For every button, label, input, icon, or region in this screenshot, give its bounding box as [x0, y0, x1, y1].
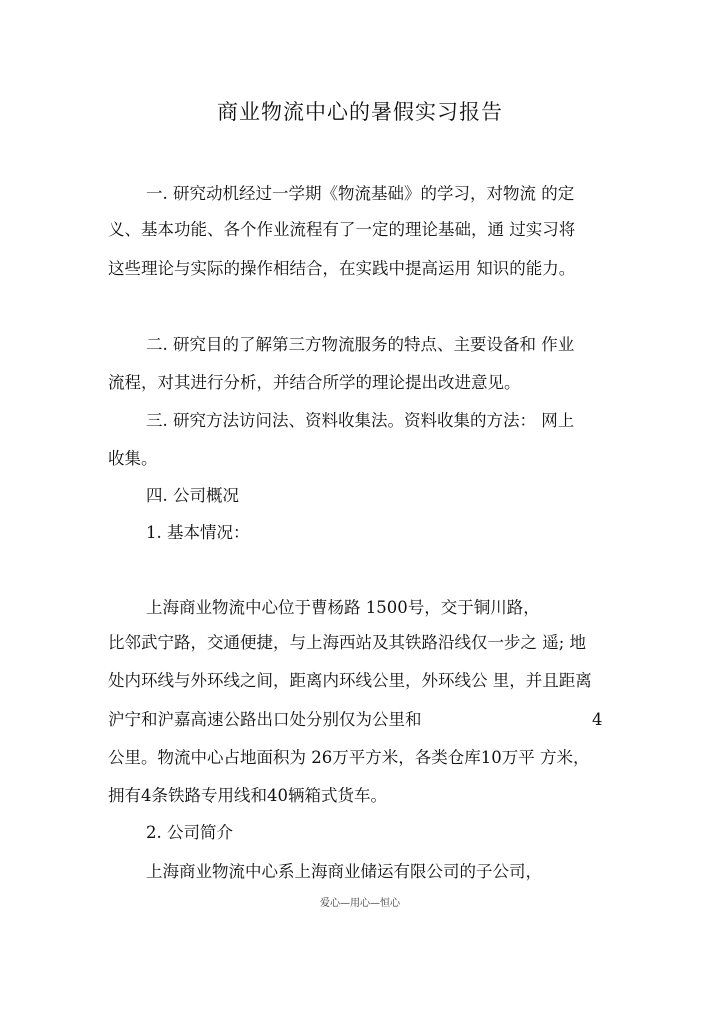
paragraph-line-3: 这些理论与实际的操作相结合，在实践中提高运用 知识的能力。 [108, 259, 576, 278]
paragraph-line-9: 比邻武宁路，交通便捷，与上海西站及其铁路沿线仅一步之 遥; 地 [108, 633, 587, 652]
page-footer: 爱心—用心—恒心 [320, 898, 400, 909]
section-heading-company: 四. 公司概况 [146, 486, 239, 505]
paragraph-line-7: 收集。 [108, 449, 158, 468]
subheading-basic-info: 1. 基本情况： [146, 523, 250, 542]
paragraph-line-4: 二. 研究目的了解第三方物流服务的特点、主要设备和 作业 [146, 335, 575, 354]
paragraph-line-14: 上海商业物流中心系上海商业储运有限公司的子公司， [146, 862, 542, 881]
paragraph-line-1: 一. 研究动机经过一学期《物流基础》的学习，对物流 的定 [146, 184, 575, 203]
paragraph-line-6: 三. 研究方法访问法、资料收集法。资料收集的方法： 网上 [146, 411, 575, 430]
paragraph-line-12: 公里。物流中心占地面积为 26万平方米，各类仓库10万平 方米， [108, 748, 590, 767]
paragraph-line-13: 拥有4条铁路专用线和40辆箱式货车。 [108, 786, 387, 805]
paragraph-line-5: 流程，对其进行分析，并结合所学的理论提出改进意见。 [108, 373, 521, 392]
subheading-company-intro: 2. 公司简介 [146, 823, 233, 842]
document-title: 商业物流中心的暑假实习报告 [217, 100, 503, 124]
paragraph-number-4: 4 [592, 710, 603, 729]
paragraph-line-11: 沪宁和沪嘉高速公路出口处分别仅为公里和 [108, 710, 422, 729]
paragraph-line-8: 上海商业物流中心位于曹杨路 1500号，交于铜川路， [146, 598, 540, 617]
paragraph-line-10: 处内环线与外环线之间，距离内环线公里，外环线公 里，并且距离 [108, 671, 592, 690]
paragraph-line-2: 义、基本功能、各个作业流程有了一定的理论基础，通 过实习将 [108, 220, 576, 239]
